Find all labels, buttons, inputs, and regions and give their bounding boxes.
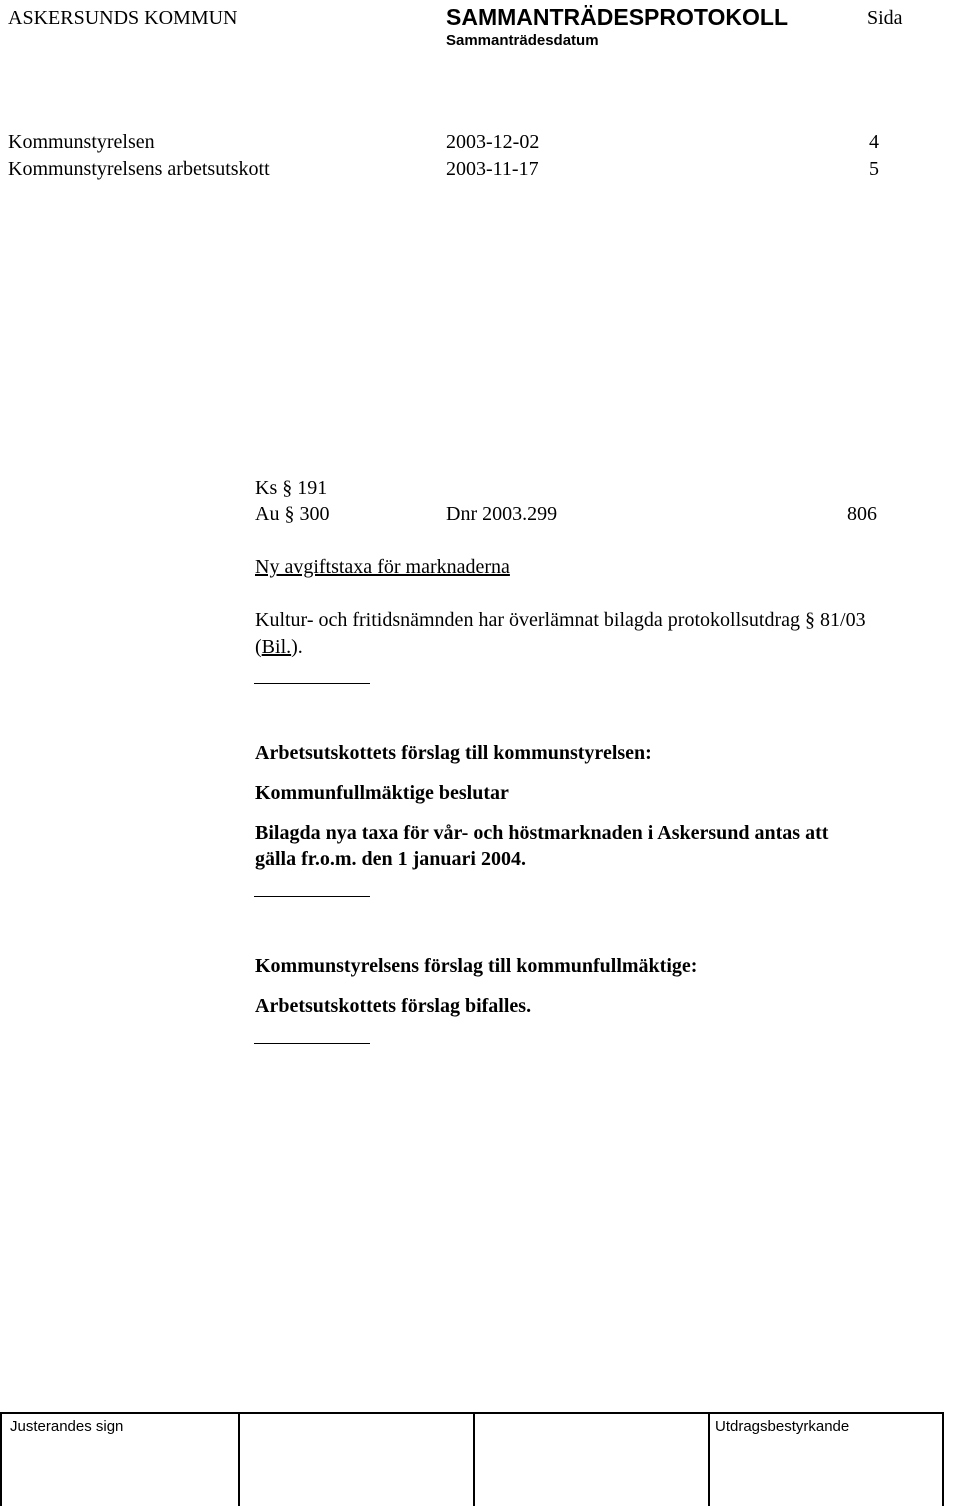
meeting-date: 2003-11-17: [446, 158, 539, 180]
meeting-page: 4: [869, 131, 879, 153]
intro-line-1: [255, 609, 866, 632]
meeting-page: 5: [869, 158, 879, 180]
case-subject: Ny avgiftstaxa för marknaderna: [255, 556, 510, 578]
document-title: SAMMANTRÄDESPROTOKOLL: [446, 4, 789, 30]
justerandes-sign-label: Justerandes sign: [10, 1418, 124, 1435]
intro-line-2: [255, 636, 303, 659]
section-sign-icon: §: [805, 609, 816, 631]
intro-paren-close: ).: [291, 636, 303, 658]
certification-cell: [708, 1414, 710, 1506]
meeting-date-label: Sammanträdesdatum: [446, 32, 599, 49]
divider: [254, 896, 370, 897]
au-reference: [255, 503, 329, 526]
ks-proposal-text: Arbetsutskottets förslag bifalles.: [255, 995, 532, 1017]
page-label: Sida: [867, 7, 903, 29]
proposal-text-1: Bilagda nya taxa för vår- och höstmarknaden i Askersund antas att: [255, 822, 829, 844]
meeting-date: 2003-12-02: [446, 131, 540, 153]
signature-table: [0, 1412, 944, 1506]
attachment-link[interactable]: Bil.: [261, 636, 292, 658]
intro-section-number: 81/03: [820, 609, 866, 631]
ks-number: 191: [297, 477, 328, 499]
ks-reference: [255, 477, 327, 500]
signature-cell: [473, 1414, 475, 1506]
signature-cell: [238, 1414, 240, 1506]
section-sign-icon: §: [284, 503, 295, 525]
divider: [254, 1043, 370, 1044]
au-ref-label: Au: [255, 503, 280, 525]
intro-paren-open: (: [255, 636, 262, 658]
intro-text: Kultur- och fritidsnämnden har överlämnat bilagda protokollsutdrag: [255, 609, 801, 631]
document-number: 806: [847, 503, 877, 525]
proposal-text-2: gälla fr.o.m. den 1 januari 2004.: [255, 848, 526, 870]
decision-phrase: Kommunfullmäktige beslutar: [255, 782, 509, 804]
municipality-name: ASKERSUNDS KOMMUN: [8, 7, 238, 29]
divider: [254, 683, 370, 684]
ks-proposal-heading: Kommunstyrelsens förslag till kommunfullmäktige:: [255, 955, 698, 977]
au-proposal-heading: Arbetsutskottets förslag till kommunstyrelsen:: [255, 742, 652, 764]
dnr-number: Dnr 2003.299: [446, 503, 558, 525]
meeting-body: Kommunstyrelsen: [8, 131, 155, 153]
au-number: 300: [299, 503, 330, 525]
utdragsbestyrkande-label: Utdragsbestyrkande: [715, 1418, 850, 1435]
meeting-body: Kommunstyrelsens arbetsutskott: [8, 158, 270, 180]
section-sign-icon: §: [282, 477, 293, 499]
ks-ref-label: Ks: [255, 477, 278, 499]
